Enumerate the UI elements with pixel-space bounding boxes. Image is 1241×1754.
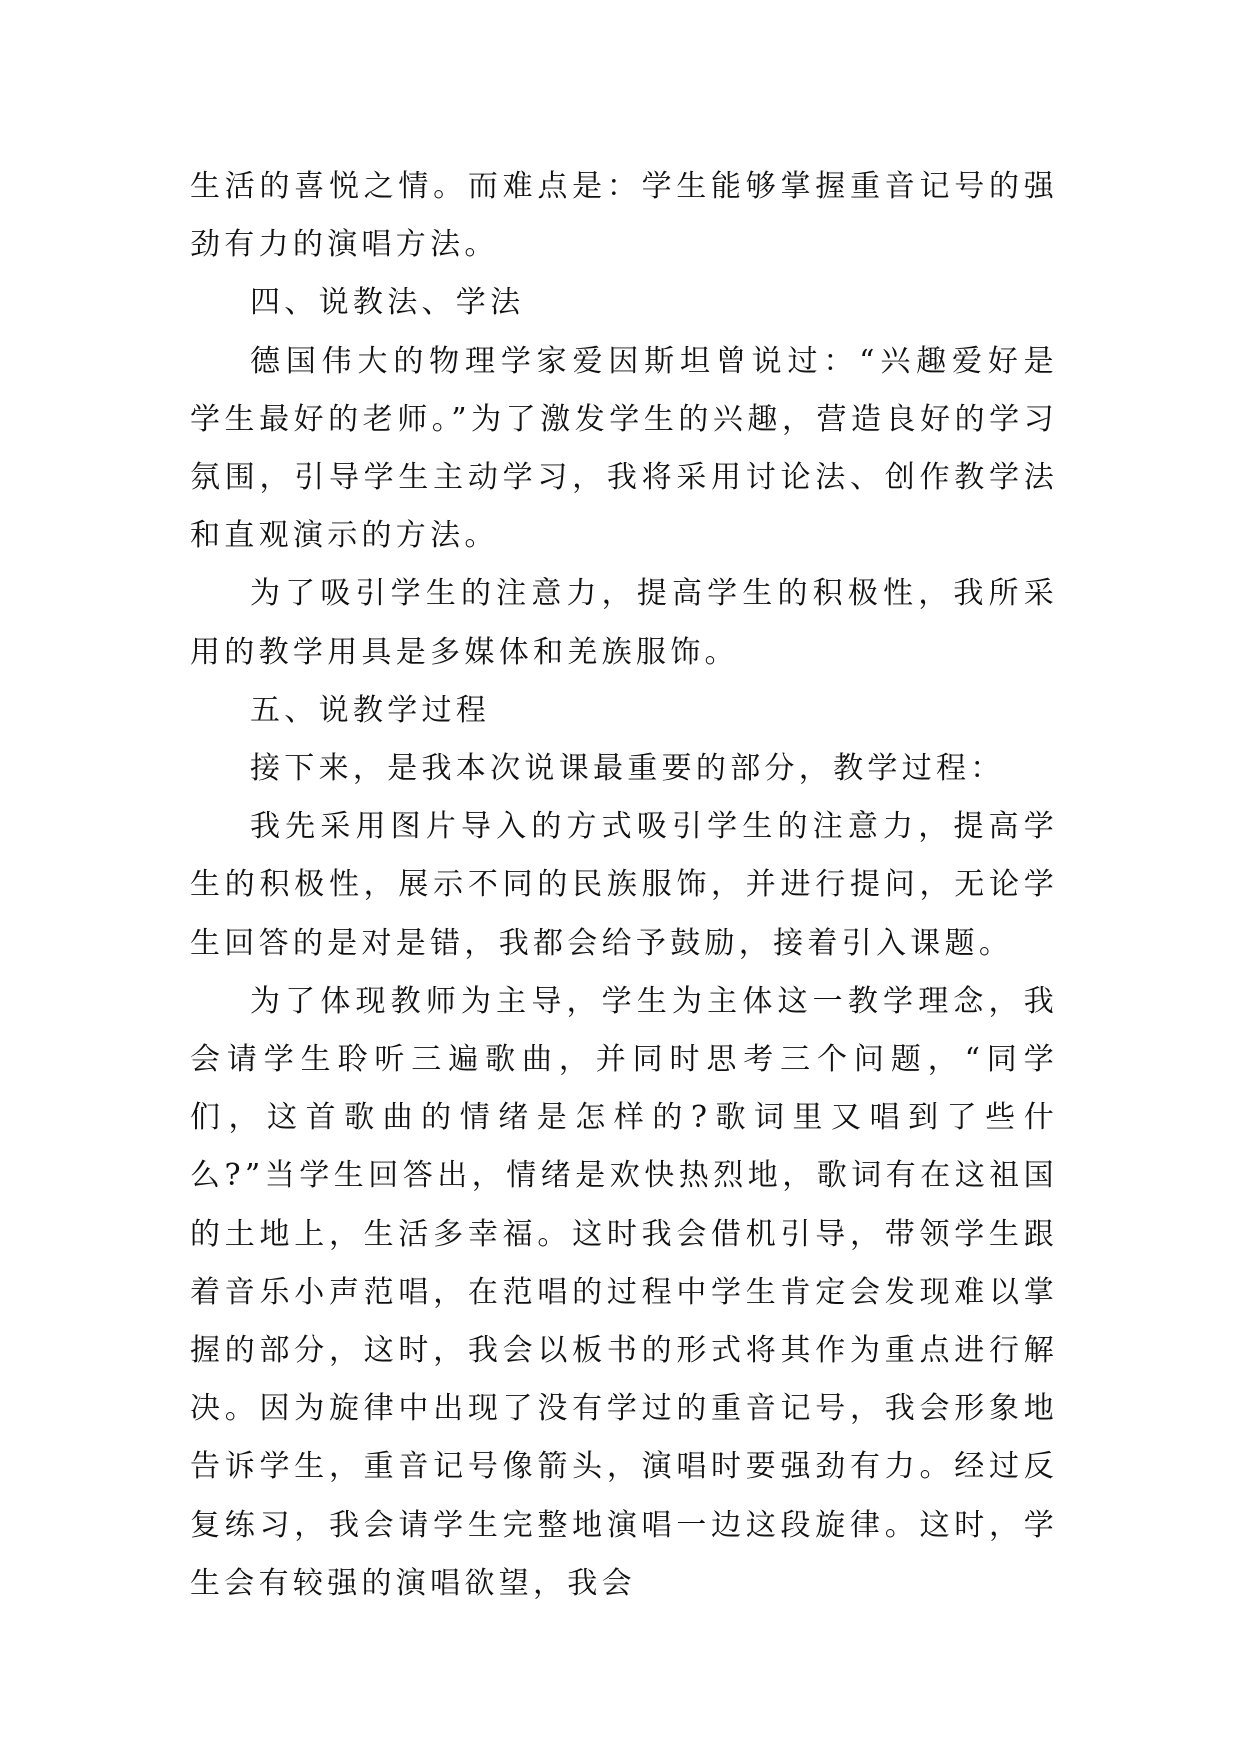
document-page (190, 158, 1058, 1613)
paragraph-teacher-led: 为了体现教师为主导，学生为主体这一教学理念，我会请学生聆听三遍歌曲，并同时思考三个问题，“同学们，这首歌曲的情绪是怎样的?歌词里又唱到了些什么?”当学生回答出，情绪是欢快热烈地，歌词有在这祖国的土地上，生活多幸福。这时我会借机引导，带领学生跟着音乐小声范唱，在范唱的过程中学生肯定会发现难以掌握的部分，这时，我会以板书的形式将其作为重点进行解决。因为旋律中出现了没有学过的重音记号，我会形象地告诉学生，重音记号像箭头，演唱时要强劲有力。经过反复练习，我会请学生完整地演唱一边这段旋律。这时，学生会有较强的演唱欲望，我会 (190, 983, 1058, 1601)
paragraph-einstein-quote: 德国伟大的物理学家爱因斯坦曾说过：“兴趣爱好是学生最好的老师。”为了激发学生的兴趣，营造良好的学习氛围，引导学生主动学习，我将采用讨论法、创作教学法和直观演示的方法。 (190, 343, 1058, 554)
heading-teaching-process: 五、说教学过程 (250, 692, 491, 728)
paragraph-picture-introduction: 我先采用图片导入的方式吸引学生的注意力，提高学生的积极性，展示不同的民族服饰，并进行提问，无论学生回答的是对是错，我都会给予鼓励，接着引入课题。 (190, 809, 1058, 961)
heading-teaching-methods: 四、说教法、学法 (250, 285, 525, 321)
paragraph-process-intro: 接下来，是我本次说课最重要的部分，教学过程： (250, 751, 1005, 787)
paragraph-difficulty-continued: 生活的喜悦之情。而难点是：学生能够掌握重音记号的强劲有力的演唱方法。 (190, 169, 1058, 263)
paragraph-teaching-tools: 为了吸引学生的注意力，提高学生的积极性，我所采用的教学用具是多媒体和羌族服饰。 (190, 576, 1058, 670)
